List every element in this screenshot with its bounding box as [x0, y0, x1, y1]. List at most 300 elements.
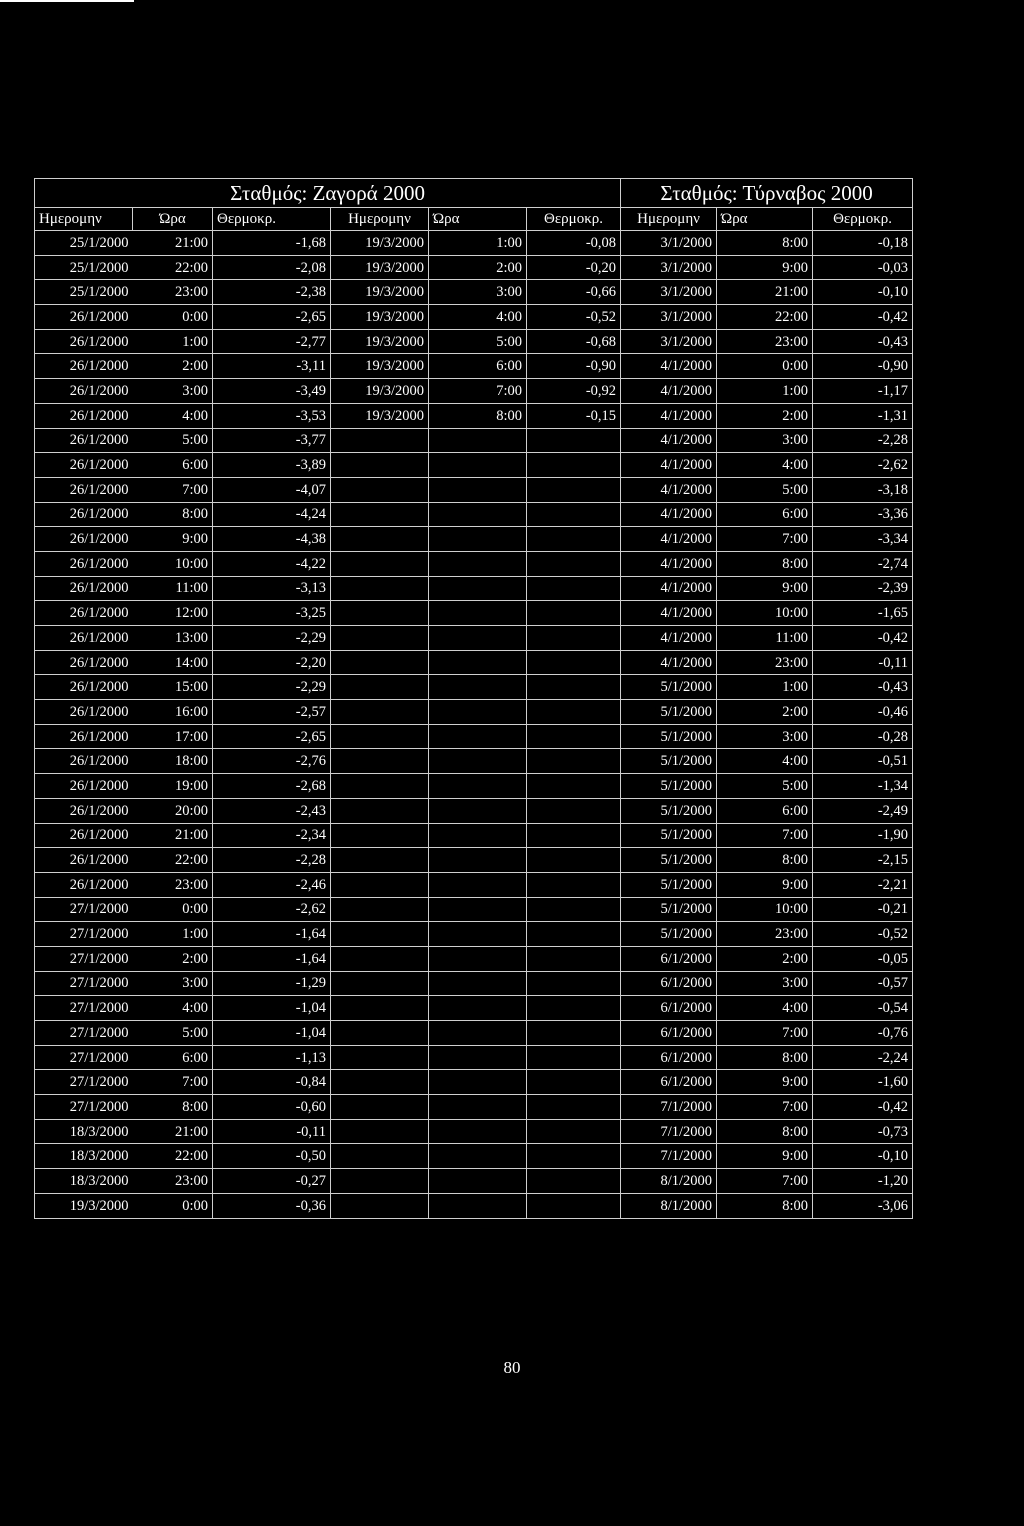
temp-cell: -1,65	[813, 601, 913, 626]
temp-cell: -1,29	[213, 971, 331, 996]
temp-cell: -0,43	[813, 675, 913, 700]
date-cell: 26/1/2000	[35, 305, 133, 330]
date-cell: 8/1/2000	[621, 1169, 717, 1194]
time-cell: 21:00	[717, 280, 813, 305]
time-cell	[429, 749, 527, 774]
date-cell: 25/1/2000	[35, 231, 133, 256]
date-cell	[331, 749, 429, 774]
column-header: Ημερομην	[35, 208, 133, 231]
date-cell	[331, 823, 429, 848]
date-cell	[331, 1119, 429, 1144]
date-cell: 5/1/2000	[621, 700, 717, 725]
table-row	[35, 1144, 913, 1169]
temp-cell: -4,24	[213, 502, 331, 527]
date-cell: 26/1/2000	[35, 403, 133, 428]
temp-cell: -1,34	[813, 774, 913, 799]
table-row	[35, 477, 913, 502]
time-cell	[429, 1144, 527, 1169]
date-cell: 26/1/2000	[35, 848, 133, 873]
temp-cell: -0,36	[213, 1193, 331, 1218]
temp-cell: -0,18	[813, 231, 913, 256]
temp-cell: -3,49	[213, 379, 331, 404]
date-cell	[331, 601, 429, 626]
date-cell: 4/1/2000	[621, 527, 717, 552]
time-cell: 12:00	[133, 601, 213, 626]
date-cell: 27/1/2000	[35, 946, 133, 971]
date-cell: 6/1/2000	[621, 1045, 717, 1070]
table-row	[35, 922, 913, 947]
table-body	[35, 231, 913, 1219]
date-cell: 6/1/2000	[621, 996, 717, 1021]
table-row	[35, 1193, 913, 1218]
time-cell	[429, 1021, 527, 1046]
time-cell: 2:00	[133, 354, 213, 379]
date-cell: 19/3/2000	[331, 403, 429, 428]
temp-cell: -0,54	[813, 996, 913, 1021]
time-cell	[429, 1045, 527, 1070]
time-cell: 15:00	[133, 675, 213, 700]
table-row	[35, 305, 913, 330]
column-header: Ώρα	[429, 208, 527, 231]
time-cell: 17:00	[133, 724, 213, 749]
time-cell: 9:00	[717, 255, 813, 280]
temp-cell: -2,39	[813, 576, 913, 601]
date-cell: 4/1/2000	[621, 379, 717, 404]
column-header: Ώρα	[717, 208, 813, 231]
temp-cell	[527, 1021, 621, 1046]
table-row	[35, 601, 913, 626]
temp-cell: -3,89	[213, 453, 331, 478]
time-cell: 8:00	[717, 551, 813, 576]
table-row	[35, 280, 913, 305]
date-cell	[331, 798, 429, 823]
temp-cell: -2,29	[213, 626, 331, 651]
temp-cell	[527, 872, 621, 897]
column-header: Ώρα	[133, 208, 213, 231]
time-cell: 3:00	[133, 971, 213, 996]
date-cell	[331, 946, 429, 971]
date-cell	[331, 897, 429, 922]
date-cell	[331, 774, 429, 799]
temp-cell	[527, 675, 621, 700]
date-cell: 5/1/2000	[621, 897, 717, 922]
time-cell: 7:00	[717, 823, 813, 848]
table-row	[35, 996, 913, 1021]
temp-cell: -0,76	[813, 1021, 913, 1046]
date-cell: 19/3/2000	[331, 354, 429, 379]
table-row	[35, 527, 913, 552]
time-cell	[429, 1169, 527, 1194]
date-cell	[331, 971, 429, 996]
date-cell	[331, 626, 429, 651]
date-cell: 5/1/2000	[621, 675, 717, 700]
station-title-zagora: Σταθμός: Ζαγορά 2000	[35, 179, 621, 208]
temp-cell	[527, 576, 621, 601]
time-cell	[429, 576, 527, 601]
temp-cell: -1,13	[213, 1045, 331, 1070]
top-rule	[0, 0, 134, 2]
temp-cell: -2,20	[213, 650, 331, 675]
temp-cell: -0,21	[813, 897, 913, 922]
time-cell: 2:00	[717, 946, 813, 971]
date-cell: 26/1/2000	[35, 626, 133, 651]
time-cell	[429, 551, 527, 576]
date-cell: 6/1/2000	[621, 1070, 717, 1095]
time-cell: 1:00	[717, 379, 813, 404]
date-cell	[331, 527, 429, 552]
time-cell: 6:00	[429, 354, 527, 379]
date-cell: 3/1/2000	[621, 231, 717, 256]
temp-cell: -2,28	[813, 428, 913, 453]
time-cell: 1:00	[717, 675, 813, 700]
temp-cell	[527, 527, 621, 552]
date-cell: 27/1/2000	[35, 1095, 133, 1120]
temp-cell	[527, 1095, 621, 1120]
date-cell: 5/1/2000	[621, 848, 717, 873]
time-cell: 0:00	[133, 1193, 213, 1218]
date-cell: 4/1/2000	[621, 551, 717, 576]
date-cell: 19/3/2000	[331, 255, 429, 280]
date-cell	[331, 428, 429, 453]
temp-cell: -0,05	[813, 946, 913, 971]
temp-cell: -0,52	[527, 305, 621, 330]
date-cell: 7/1/2000	[621, 1119, 717, 1144]
time-cell: 5:00	[133, 1021, 213, 1046]
temp-cell: -0,90	[813, 354, 913, 379]
time-cell: 10:00	[133, 551, 213, 576]
time-cell: 20:00	[133, 798, 213, 823]
time-cell	[429, 848, 527, 873]
temp-cell: -0,51	[813, 749, 913, 774]
time-cell: 0:00	[717, 354, 813, 379]
temp-cell: -0,84	[213, 1070, 331, 1095]
time-cell: 0:00	[133, 897, 213, 922]
date-cell: 26/1/2000	[35, 724, 133, 749]
time-cell: 4:00	[717, 453, 813, 478]
temp-cell: -2,43	[213, 798, 331, 823]
time-cell	[429, 428, 527, 453]
date-cell: 6/1/2000	[621, 1021, 717, 1046]
date-cell: 27/1/2000	[35, 1021, 133, 1046]
temp-cell: -3,53	[213, 403, 331, 428]
date-cell: 4/1/2000	[621, 601, 717, 626]
time-cell	[429, 1070, 527, 1095]
date-cell: 6/1/2000	[621, 946, 717, 971]
temp-cell: -2,62	[813, 453, 913, 478]
table-row	[35, 946, 913, 971]
temp-cell	[527, 946, 621, 971]
time-cell: 8:00	[429, 403, 527, 428]
time-cell: 23:00	[717, 922, 813, 947]
temp-cell: -1,64	[213, 946, 331, 971]
date-cell	[331, 1070, 429, 1095]
date-cell: 4/1/2000	[621, 428, 717, 453]
time-cell: 9:00	[717, 1144, 813, 1169]
temp-cell: -2,24	[813, 1045, 913, 1070]
time-cell: 6:00	[133, 453, 213, 478]
table-row	[35, 897, 913, 922]
temp-cell	[527, 823, 621, 848]
time-cell: 13:00	[133, 626, 213, 651]
time-cell: 23:00	[133, 1169, 213, 1194]
time-cell: 3:00	[133, 379, 213, 404]
time-cell: 23:00	[133, 280, 213, 305]
table-row	[35, 1070, 913, 1095]
date-cell: 26/1/2000	[35, 329, 133, 354]
time-cell	[429, 1119, 527, 1144]
column-header: Ημερομην	[331, 208, 429, 231]
temp-cell: -0,10	[813, 280, 913, 305]
time-cell: 1:00	[429, 231, 527, 256]
time-cell: 0:00	[133, 305, 213, 330]
temp-cell: -2,65	[213, 305, 331, 330]
temp-cell	[527, 897, 621, 922]
time-cell: 22:00	[133, 255, 213, 280]
column-header: Θερμοκρ.	[527, 208, 621, 231]
table-row	[35, 354, 913, 379]
time-cell	[429, 872, 527, 897]
time-cell: 11:00	[133, 576, 213, 601]
temp-cell: -0,20	[527, 255, 621, 280]
date-cell: 4/1/2000	[621, 477, 717, 502]
table-row	[35, 1021, 913, 1046]
temp-cell: -3,11	[213, 354, 331, 379]
temp-cell	[527, 848, 621, 873]
date-cell: 26/1/2000	[35, 428, 133, 453]
time-cell	[429, 1193, 527, 1218]
time-cell	[429, 996, 527, 1021]
temp-cell	[527, 1169, 621, 1194]
date-cell: 26/1/2000	[35, 700, 133, 725]
date-cell: 26/1/2000	[35, 477, 133, 502]
time-cell	[429, 724, 527, 749]
time-cell: 21:00	[133, 231, 213, 256]
time-cell: 10:00	[717, 601, 813, 626]
temp-cell: -2,49	[813, 798, 913, 823]
temp-cell: -0,27	[213, 1169, 331, 1194]
temp-cell	[527, 1119, 621, 1144]
date-cell: 26/1/2000	[35, 774, 133, 799]
time-cell	[429, 477, 527, 502]
date-cell	[331, 996, 429, 1021]
temp-cell: -2,08	[213, 255, 331, 280]
column-header-row	[35, 208, 913, 231]
date-cell	[331, 551, 429, 576]
date-cell: 26/1/2000	[35, 576, 133, 601]
temp-cell: -1,64	[213, 922, 331, 947]
time-cell	[429, 675, 527, 700]
time-cell: 23:00	[717, 329, 813, 354]
time-cell	[429, 527, 527, 552]
table-row	[35, 551, 913, 576]
time-cell: 1:00	[133, 329, 213, 354]
column-header: Ημερομην	[621, 208, 717, 231]
temp-cell: -2,57	[213, 700, 331, 725]
date-cell: 19/3/2000	[331, 280, 429, 305]
temp-cell: -2,65	[213, 724, 331, 749]
temp-cell: -0,28	[813, 724, 913, 749]
date-cell	[331, 922, 429, 947]
date-cell: 27/1/2000	[35, 897, 133, 922]
time-cell: 3:00	[717, 724, 813, 749]
temp-cell: -2,76	[213, 749, 331, 774]
date-cell: 26/1/2000	[35, 453, 133, 478]
temp-cell: -3,77	[213, 428, 331, 453]
time-cell: 2:00	[717, 403, 813, 428]
temp-cell: -0,42	[813, 305, 913, 330]
date-cell: 27/1/2000	[35, 1045, 133, 1070]
table-row	[35, 329, 913, 354]
date-cell: 18/3/2000	[35, 1169, 133, 1194]
temp-cell: -1,04	[213, 1021, 331, 1046]
time-cell	[429, 971, 527, 996]
date-cell: 19/3/2000	[331, 329, 429, 354]
date-cell: 19/3/2000	[35, 1193, 133, 1218]
date-cell: 26/1/2000	[35, 551, 133, 576]
time-cell	[429, 453, 527, 478]
date-cell: 4/1/2000	[621, 502, 717, 527]
page-number: 80	[503, 1358, 521, 1377]
temp-cell: -0,50	[213, 1144, 331, 1169]
table-row	[35, 255, 913, 280]
time-cell: 5:00	[429, 329, 527, 354]
table-row	[35, 502, 913, 527]
temp-cell: -2,74	[813, 551, 913, 576]
date-cell: 26/1/2000	[35, 379, 133, 404]
date-cell: 19/3/2000	[331, 379, 429, 404]
time-cell	[429, 650, 527, 675]
time-cell: 19:00	[133, 774, 213, 799]
temp-cell	[527, 1045, 621, 1070]
temp-cell	[527, 798, 621, 823]
temp-cell	[527, 1144, 621, 1169]
date-cell	[331, 1095, 429, 1120]
time-cell: 2:00	[429, 255, 527, 280]
temp-cell: -0,15	[527, 403, 621, 428]
table-row	[35, 724, 913, 749]
temp-cell	[527, 650, 621, 675]
temp-cell	[527, 774, 621, 799]
column-header: Θερμοκρ.	[813, 208, 913, 231]
date-cell: 26/1/2000	[35, 823, 133, 848]
temp-cell: -1,60	[813, 1070, 913, 1095]
time-cell	[429, 946, 527, 971]
temp-cell: -0,60	[213, 1095, 331, 1120]
date-cell	[331, 576, 429, 601]
table-row	[35, 1119, 913, 1144]
time-cell: 23:00	[717, 650, 813, 675]
time-cell	[429, 502, 527, 527]
table-row	[35, 971, 913, 996]
date-cell	[331, 848, 429, 873]
time-cell: 23:00	[133, 872, 213, 897]
table-row	[35, 872, 913, 897]
time-cell: 8:00	[717, 1119, 813, 1144]
temp-cell	[527, 1070, 621, 1095]
temp-cell	[527, 428, 621, 453]
date-cell: 26/1/2000	[35, 502, 133, 527]
table-row	[35, 700, 913, 725]
temp-cell: -2,29	[213, 675, 331, 700]
temp-cell	[527, 601, 621, 626]
date-cell: 27/1/2000	[35, 922, 133, 947]
temp-cell: -0,46	[813, 700, 913, 725]
temp-cell	[527, 971, 621, 996]
date-cell: 26/1/2000	[35, 749, 133, 774]
date-cell: 26/1/2000	[35, 650, 133, 675]
date-cell: 6/1/2000	[621, 971, 717, 996]
time-cell: 8:00	[717, 1045, 813, 1070]
temp-cell	[527, 922, 621, 947]
date-cell: 3/1/2000	[621, 255, 717, 280]
temp-cell: -4,22	[213, 551, 331, 576]
time-cell: 2:00	[133, 946, 213, 971]
date-cell	[331, 477, 429, 502]
temp-cell: -0,73	[813, 1119, 913, 1144]
date-cell: 4/1/2000	[621, 626, 717, 651]
date-cell: 18/3/2000	[35, 1144, 133, 1169]
date-cell: 26/1/2000	[35, 527, 133, 552]
date-cell: 3/1/2000	[621, 305, 717, 330]
temp-cell: -1,17	[813, 379, 913, 404]
table-row	[35, 675, 913, 700]
date-cell: 4/1/2000	[621, 576, 717, 601]
temp-cell	[527, 996, 621, 1021]
temp-cell: -2,77	[213, 329, 331, 354]
date-cell	[331, 650, 429, 675]
temp-cell: -0,66	[527, 280, 621, 305]
temp-cell	[527, 477, 621, 502]
column-header: Θερμοκρ.	[213, 208, 331, 231]
date-cell: 18/3/2000	[35, 1119, 133, 1144]
date-cell: 26/1/2000	[35, 798, 133, 823]
table-row	[35, 1095, 913, 1120]
date-cell: 26/1/2000	[35, 601, 133, 626]
date-cell	[331, 502, 429, 527]
station-title-tyrnavos: Σταθμός: Τύρναβος 2000	[621, 179, 913, 208]
time-cell: 18:00	[133, 749, 213, 774]
temp-cell: -0,52	[813, 922, 913, 947]
table-row	[35, 1045, 913, 1070]
temp-cell: -1,68	[213, 231, 331, 256]
date-cell: 3/1/2000	[621, 329, 717, 354]
temp-cell: -1,04	[213, 996, 331, 1021]
time-cell: 4:00	[717, 749, 813, 774]
time-cell: 5:00	[133, 428, 213, 453]
date-cell: 26/1/2000	[35, 872, 133, 897]
time-cell	[429, 922, 527, 947]
time-cell: 4:00	[717, 996, 813, 1021]
table-row	[35, 798, 913, 823]
time-cell	[429, 1095, 527, 1120]
time-cell: 2:00	[717, 700, 813, 725]
temp-cell: -0,90	[527, 354, 621, 379]
temp-cell: -0,11	[813, 650, 913, 675]
date-cell	[331, 724, 429, 749]
time-cell: 21:00	[133, 1119, 213, 1144]
date-cell: 19/3/2000	[331, 231, 429, 256]
table-row	[35, 231, 913, 256]
time-cell: 8:00	[133, 1095, 213, 1120]
table-row	[35, 428, 913, 453]
time-cell: 7:00	[717, 1021, 813, 1046]
time-cell: 21:00	[133, 823, 213, 848]
temp-cell: -3,25	[213, 601, 331, 626]
temperature-table	[34, 178, 913, 1219]
temp-cell: -0,08	[527, 231, 621, 256]
date-cell: 3/1/2000	[621, 280, 717, 305]
temp-cell: -2,34	[213, 823, 331, 848]
